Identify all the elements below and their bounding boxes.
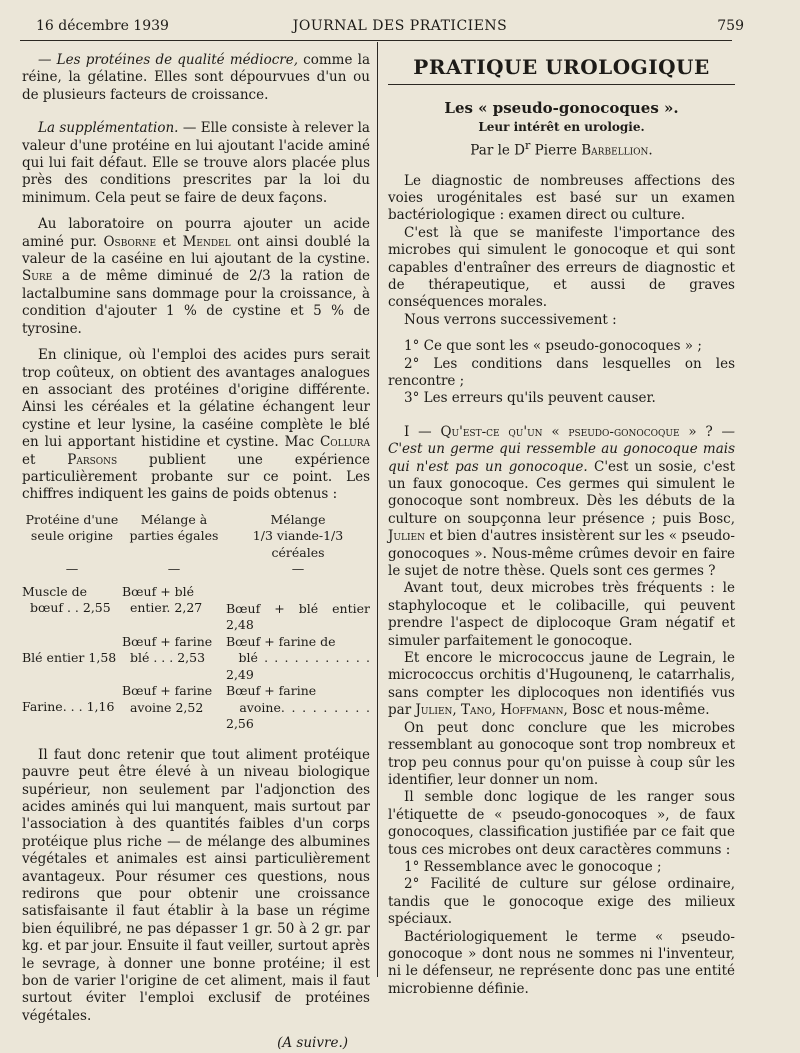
table-header-row: Protéine d'une seule origine Mélange à parties égales Mélange 1/3 viande-1/3 céréales (25, 511, 344, 560)
right-column (388, 52, 735, 998)
table-row: Muscle de bœuf . . 2,55 Bœuf + blé entier. 2,27 Bœuf + blé entier 2,48 (22, 583, 370, 633)
paragraph: On peut donc conclure que les microbes ressemblant au gonocoque sont trop nombreux et trop peu connus pour qu'on puisse à coup sûr les identifier, leur donner un nom. (388, 719, 735, 788)
paragraph: Au laboratoire on pourra ajouter un acide aminé pur. Osborne et Mendel ont ainsi doublé la valeur de la caséine en lui ajoutant de la cystine. Sure a de même diminué de 2/3 la ration de lactalbumine sans dommage pour la croissance, à condition d'ajouter 1 % de cystine et 5 % de tyrosine. (22, 216, 370, 337)
paragraph: La supplémentation. — Elle consiste à relever la valeur d'une protéine en lui ajoutant l'acide aminé qui lui fait défaut. Elle se trouve alors placée plus près des conditions prescrites par la loi du minimum. Cela peut se faire de deux façons. (22, 120, 370, 206)
list-item: 1° Ce que sont les « pseudo-gonocoques » ; (404, 338, 702, 355)
table-row: Blé entier 1,58 Bœuf + farine blé . . . 2,53 Bœuf + farine de blé . . . . . . . . . . . 2,49 (22, 633, 371, 682)
paragraph: Il faut donc retenir que tout aliment protéique pauvre peut être élevé à un niveau biologique supérieur, non seulement par l'adjonction des acides aminés qui lui manquent, mais surtout par l'association à des quantités faibles d'un corps protéique plus riche — de mélange des albumines végétales et animales est ainsi particulièrement avantageux. Pour résumer ces questions, nous redirons que pour obtenir une croissance satisfaisante il faut établir à la base un régime bien équilibré, ne pas dépasser 1 gr. 50 à 2 gr. par kg. et par jour. Ensuite il faut veiller, surtout après le sevrage, à donner une bonne protéine; il est bon de varier l'origine de cet aliment, mais il faut surtout éviter l'emploi exclusif de protéines végétales. (22, 746, 370, 1024)
left-column (22, 52, 370, 1053)
paragraph: — Les protéines de qualité médiocre, comme la réine, la gélatine. Elles sont dépourvues d'un ou de plusieurs facteurs de croissance. (22, 52, 370, 103)
list-item: 3° Les erreurs qu'ils peuvent causer. (404, 390, 656, 407)
weight-gain-table (22, 512, 370, 733)
list-item: 1° Ressemblance avec le gonocoque ; (404, 858, 662, 875)
paragraph: Bactériologiquement le terme « pseudo-gonocoque » dont nous ne sommes ni l'inventeur, ni le défenseur, ne représente donc pas une entité microbienne définie. (388, 928, 735, 997)
paragraph: Et encore le micrococcus jaune de Legrain, le micrococcus orchitis d'Hugounenq, le catarrhalis, sans compter les diplocoques non identifiés vus par Julien, Tano, Hoffmann, Bosc et nous-même. (388, 650, 735, 719)
paragraph: En clinique, où l'emploi des acides purs serait trop coûteux, on obtient des avantages analogues en associant des protéines d'origine différente. Ainsi les céréales et la gélatine échangent leur cystine et leur lysine, la caséine complète le blé en lui apportant histidine et cystine. Mac Collura et Parsons publient une expérience particulièrement probante sur ce point. Les chiffres indiquent les gains de poids obtenus : (22, 347, 370, 503)
article-title: Les « pseudo-gonocoques ». (444, 99, 679, 117)
table-row: Farine. . . 1,16 Bœuf + farine avoine 2,52 Bœuf + farine avoine. . . . . . . . . 2,56 (22, 683, 370, 732)
list-item: 2° Facilité de culture sur gélose ordinaire, tandis que le gonocoque exige des milieux spéciaux. (388, 876, 735, 928)
section-one: I — Qu'est-ce qu'un « pseudo-gonocoque » ? — C'est un germe qui ressemble au gonocoque mais qui n'est pas un gonocoque. C'est un sosie, c'est un faux gonocoque. Ces germes qui simulent le gonocoque sont nombreux. Dès les débuts de la culture on soupçonna leur présence ; puis Bosc, Julien et bien d'autres insistèrent sur les « pseudo-gonocoques ». Nous-même crûmes devoir en faire le sujet de notre thèse. Quels sont ces germes ? (388, 423, 735, 580)
list-item: 2° Les conditions dans lesquelles on les rencontre ; (388, 355, 735, 389)
paragraph: C'est là que se manifeste l'importance des microbes qui simulent le gonocoque et qui sont capables d'entraîner des erreurs de diagnostic et de thérapeutique, et aussi de graves conséquences morales. (388, 224, 735, 311)
paragraph: Nous verrons successivement : (404, 311, 617, 328)
to-be-continued: (A suivre.) (277, 1035, 348, 1052)
paragraph: Il semble donc logique de les ranger sous l'étiquette de « pseudo-gonocoques », de faux gonocoques, classification justifiée par ce fait que tous ces microbes ont deux caractères communs : (388, 789, 735, 858)
page-number: 759 (717, 18, 744, 34)
paragraph: Avant tout, deux microbes très fréquents : le staphylocoque et le colibacille, qui peuvent prendre l'aspect de diplocoque Gram négatif et simuler parfaitement le gonocoque. (388, 580, 735, 649)
issue-date: 16 décembre 1939 (36, 18, 169, 34)
table-dash-row: — — — (65, 561, 305, 577)
running-header (0, 16, 800, 38)
column-divider (377, 42, 378, 977)
section-heading: PRATIQUE UROLOGIQUE (388, 54, 735, 85)
paragraph: Le diagnostic de nombreuses affections des voies urogénitales est basé sur un examen bactériologique : examen direct ou culture. (388, 172, 735, 224)
article-author: Par le $D^r$ Pierre Barbellion. (470, 139, 653, 159)
header-rule (20, 40, 732, 41)
journal-title: JOURNAL DES PRATICIENS (292, 18, 508, 34)
article-subtitle: Leur intérêt en urologie. (478, 120, 645, 134)
